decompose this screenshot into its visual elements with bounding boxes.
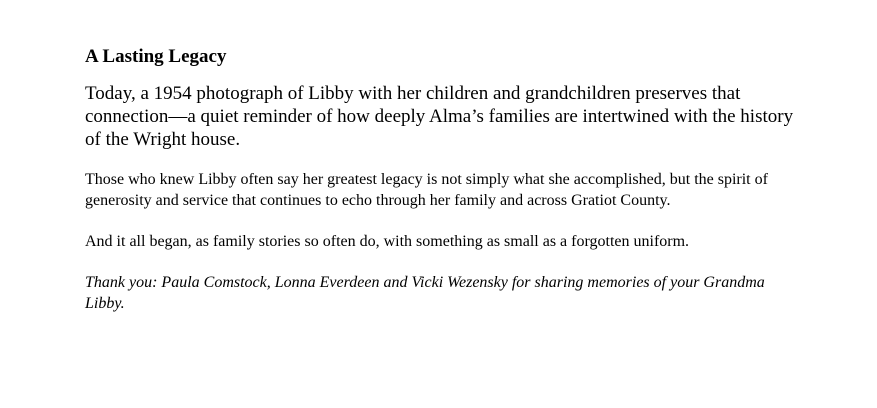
paragraph-photograph: Today, a 1954 photograph of Libby with her children and grandchildren preserves that connection—a quiet reminder of how deeply Alma’s families are intertwined with the history of the Wright house. bbox=[85, 83, 794, 150]
acknowledgement: Thank you: Paula Comstock, Lonna Everdeen and Vicki Wezensky for sharing memories of your Grandma Libby. bbox=[85, 274, 765, 312]
section-heading: A Lasting Legacy bbox=[85, 46, 227, 67]
paragraph-legacy: Those who knew Libby often say her greatest legacy is not simply what she accomplished, but the spirit of generosity and service that continues to echo through her family and across Gratiot County. bbox=[85, 171, 768, 209]
document-page bbox=[85, 44, 805, 314]
paragraph-uniform: And it all began, as family stories so often do, with something as small as a forgotten uniform. bbox=[85, 233, 690, 250]
